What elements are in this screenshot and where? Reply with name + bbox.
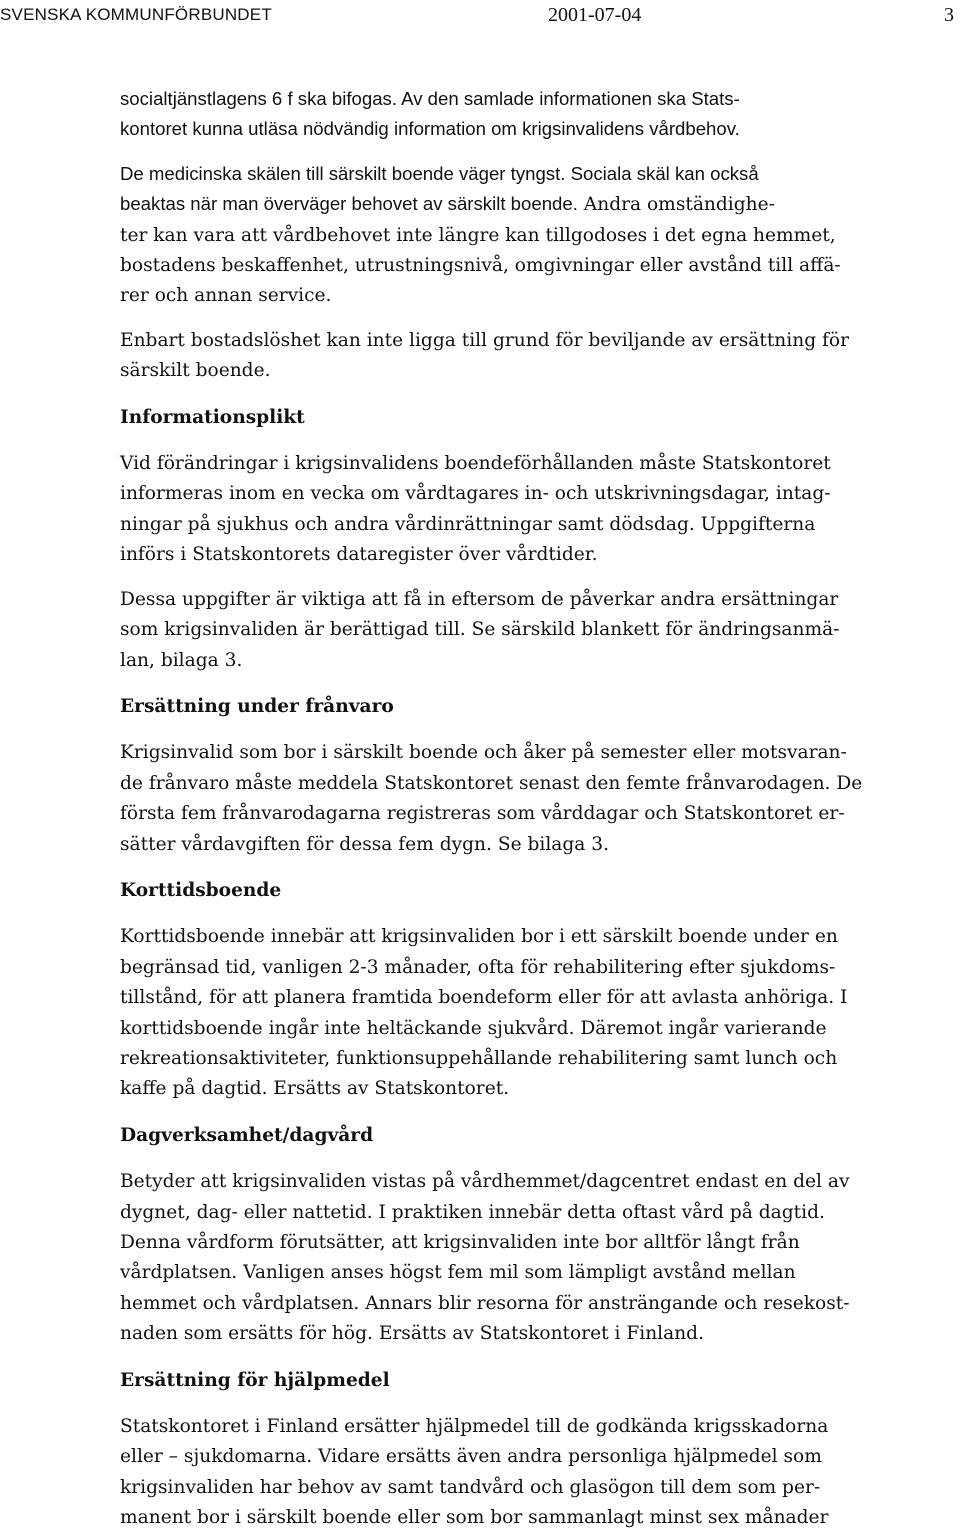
paragraph-intro xyxy=(120,84,906,189)
text-line: naden som ersätts för hög. Ersätts av Statskontoret i Finland. xyxy=(120,1323,704,1345)
text-line: rer och annan service. xyxy=(120,285,332,307)
text-line: särskilt boende. xyxy=(120,360,271,382)
text-line: Korttidsboende innebär att krigsinvaliden bor i ett särskilt boende under en xyxy=(120,926,838,948)
text-line: Statskontoret i Finland ersätter hjälpmedel till de godkända krigsskadorna xyxy=(120,1416,829,1438)
section-heading-korttidsboende: Korttidsboende xyxy=(120,879,282,901)
text-line: korttidsboende ingår inte heltäckande sjukvård. Däremot ingår varierande xyxy=(120,1017,827,1039)
text-line: dygnet, dag- eller nattetid. I praktiken innebär detta oftast vård på dagtid. xyxy=(120,1201,825,1223)
text-line: ningar på sjukhus och andra vårdinrättningar samt dödsdag. Uppgifterna xyxy=(120,513,816,535)
paragraph-uppgifter xyxy=(120,585,906,676)
paragraph-hjalpmedel xyxy=(120,1412,906,1534)
text-line: Vid förändringar i krigsinvalidens boendeförhållanden måste Statskontoret xyxy=(120,453,831,475)
text-line: Krigsinvalid som bor i särskilt boende och åker på semester eller motsvaran- xyxy=(120,742,847,764)
header-page-number: 3 xyxy=(944,4,954,26)
section-heading-informationsplikt: Informationsplikt xyxy=(120,406,305,428)
paragraph-informationsplikt xyxy=(120,449,906,571)
text-line: eller – sjukdomarna. Vidare ersätts även andra personliga hjälpmedel som xyxy=(120,1446,822,1468)
text-line: sätter vårdavgiften för dessa fem dygn. Se bilaga 3. xyxy=(120,833,610,855)
text-line: som krigsinvaliden är berättigad till. Se särskild blankett för ändringsanmä- xyxy=(120,619,840,641)
text-line: ter kan vara att vårdbehovet inte längre kan tillgodoses i det egna hemmet, xyxy=(120,224,836,246)
text-line: bostadens beskaffenhet, utrustningsnivå, omgivningar eller avstånd till affä- xyxy=(120,255,841,277)
paragraph-homelessness xyxy=(120,326,906,387)
header-date: 2001-07-04 xyxy=(548,4,642,26)
text-line: första fem frånvarodagarna registreras som vårddagar och Statskontoret er- xyxy=(120,803,845,825)
text-line: Dessa uppgifter är viktiga att få in eftersom de påverkar andra ersättningar xyxy=(120,588,839,610)
text-segment: Andra omständighe- xyxy=(577,194,775,216)
text-line: kontoret kunna utläsa nödvändig information om krigsinvalidens vårdbehov. xyxy=(120,118,740,140)
header-organization: SVENSKA KOMMUNFÖRBUNDET xyxy=(0,5,272,24)
text-line: lan, bilaga 3. xyxy=(120,649,243,671)
text-line: Denna vårdform förutsätter, att krigsinvaliden inte bor alltför långt från xyxy=(120,1232,800,1253)
paragraph-dagverksamhet xyxy=(120,1167,906,1349)
text-line: vårdplatsen. Vanligen anses högst fem mil som lämpligt avstånd mellan xyxy=(120,1262,796,1284)
text-line: informeras inom en vecka om vårdtagares in- och utskrivningsdagar, intag- xyxy=(120,483,831,505)
text-line: krigsinvaliden har behov av samt tandvård och glasögon till dem som per- xyxy=(120,1476,821,1498)
text-line: De medicinska skälen till särskilt boende väger tyngst. Sociala skäl kan också xyxy=(120,162,759,184)
text-segment: beaktas när man överväger behovet av särskilt boende. xyxy=(120,193,578,215)
paragraph-franvaro xyxy=(120,738,906,860)
section-heading-hjalpmedel: Ersättning för hjälpmedel xyxy=(120,1369,390,1391)
page-header xyxy=(0,2,960,28)
text-line: manent bor i särskilt boende eller som bor sammanlagt minst sex månader xyxy=(120,1507,829,1529)
text-line: begränsad tid, vanligen 2-3 månader, ofta för rehabilitering efter sjukdoms- xyxy=(120,956,836,978)
document-body xyxy=(120,84,906,1534)
text-line: införs i Statskontorets dataregister över vårdtider. xyxy=(120,544,598,566)
text-line: Enbart bostadslöshet kan inte ligga till grund för beviljande av ersättning för xyxy=(120,329,849,351)
paragraph-special-housing xyxy=(120,189,906,312)
text-line xyxy=(120,189,906,220)
text-line: kaffe på dagtid. Ersätts av Statskontoret. xyxy=(120,1078,510,1100)
text-line: tillstånd, för att planera framtida boendeform eller för att avlasta anhöriga. I xyxy=(120,987,848,1009)
section-heading-dagverksamhet: Dagverksamhet/dagvård xyxy=(120,1124,374,1146)
text-line: de frånvaro måste meddela Statskontoret senast den femte frånvarodagen. De xyxy=(120,772,863,794)
section-heading-franvaro: Ersättning under frånvaro xyxy=(120,695,394,717)
paragraph-korttidsboende xyxy=(120,922,906,1104)
text-line: Betyder att krigsinvaliden vistas på vårdhemmet/dagcentret endast en del av xyxy=(120,1171,850,1193)
text-line: rekreationsaktiviteter, funktionsuppehållande rehabilitering samt lunch och xyxy=(120,1047,838,1069)
text-line: socialtjänstlagens 6 f ska bifogas. Av den samlade informationen ska Stats- xyxy=(120,88,740,109)
text-line: hemmet och vårdplatsen. Annars blir resorna för ansträngande och resekost- xyxy=(120,1292,850,1314)
